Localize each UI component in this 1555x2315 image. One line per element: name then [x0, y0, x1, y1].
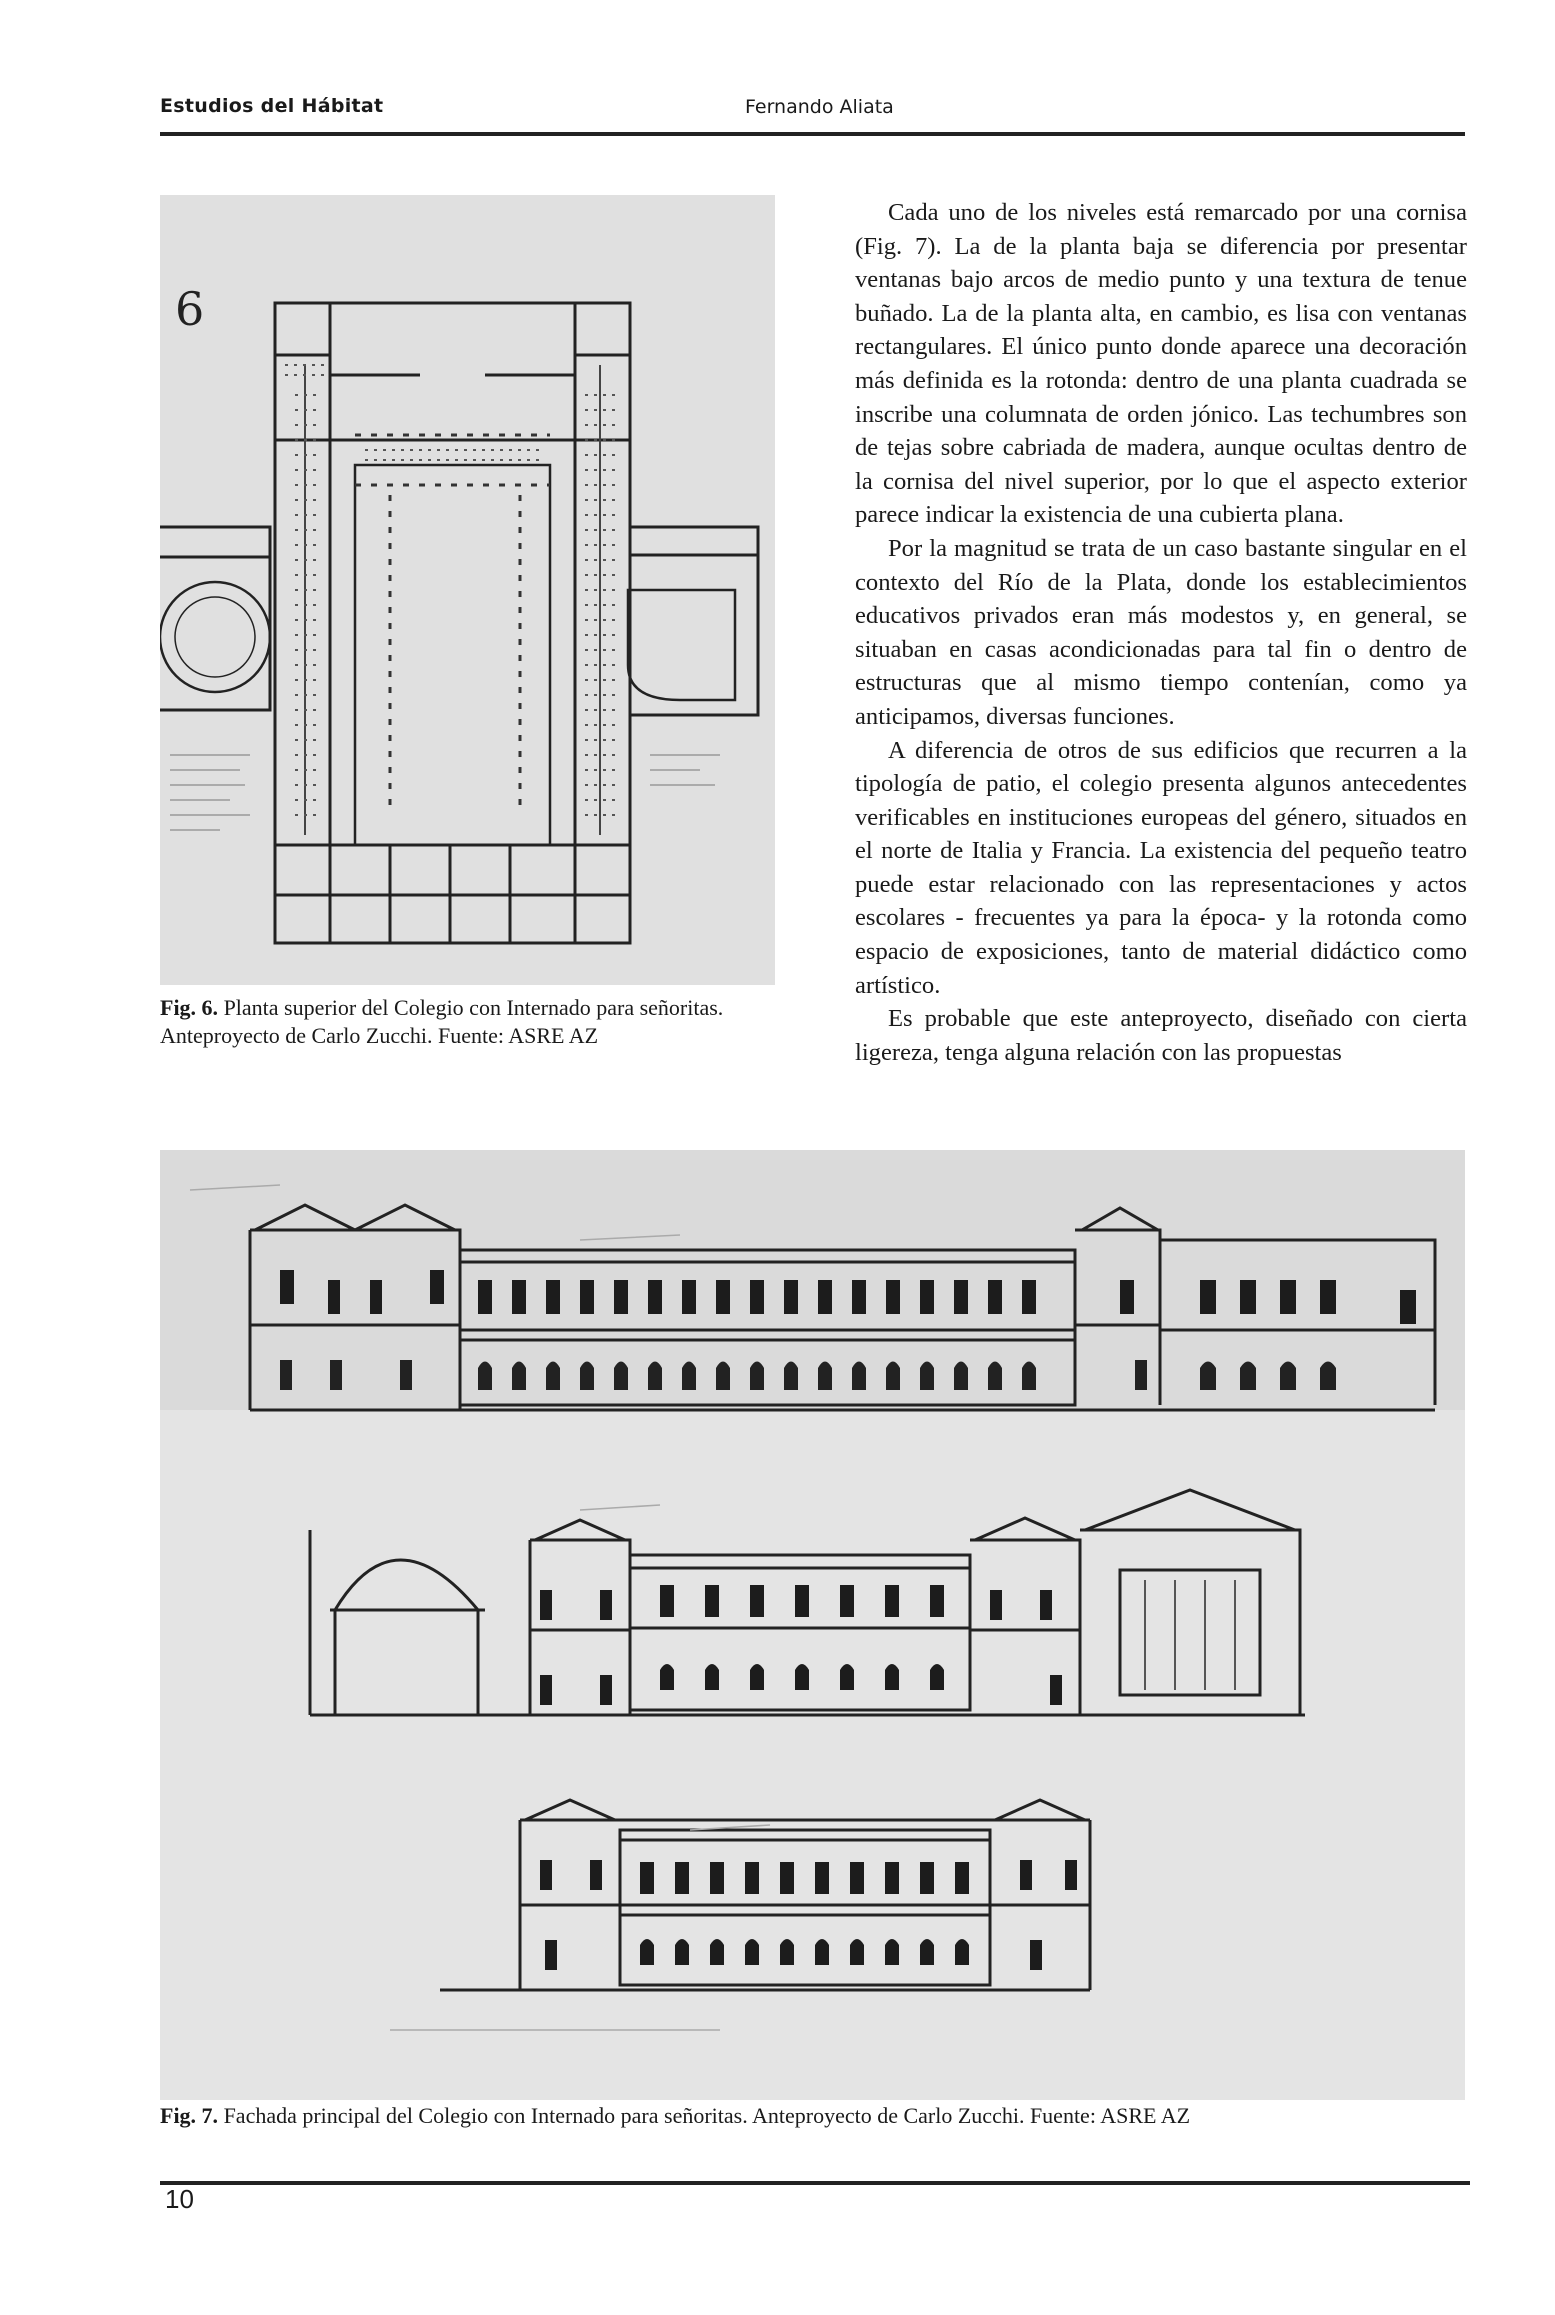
facade-drawing	[160, 1150, 1465, 2100]
paragraph-3: A diferencia de otros de sus edificios que recurren a la tipología de patio, el colegio presenta algunos antecedentes verificables en instituciones europeas del género, situados en el norte de Italia y Francia. La existencia del pequeño teatro puede estar relacionado con las representaciones y actos escolares - frecuentes ya para la época- y la rotonda como espacio de exposiciones, tanto de material didáctico como artístico.	[855, 736, 1467, 999]
figure-7-caption-label: Fig. 7.	[160, 2103, 219, 2128]
journal-title: Estudios del Hábitat	[160, 95, 384, 117]
figure-6-floor-plan	[160, 195, 775, 985]
paragraph-2: Por la magnitud se trata de un caso bastante singular en el contexto del Río de la Plata, donde los establecimientos educativos privados eran más modestos y, en general, se situaban en casas acondicionadas para tal fin o dentro de estructuras que al mismo tiempo contenían, como ya anticipamos, diversas funciones.	[855, 534, 1467, 730]
figure-7-facade-drawings	[160, 1150, 1465, 2100]
paragraph-1: Cada uno de los niveles está remarcado por una cornisa (Fig. 7). La de la planta baja se diferencia por presentar ventanas bajo arcos de medio punto y una textura de tenue buñado. La de la planta alta, en cambio, es lisa con ventanas rectangulares. El único punto donde aparece una decoración más definida es la rotonda: dentro de una planta cuadrada se inscribe una columnata de orden jónico. Las techumbres son de tejas sobre cabriada de madera, aunque ocultas dentro de la cornisa del nivel superior, por lo que el aspecto exterior parece indicar la existencia de una cubierta plana.	[855, 199, 1467, 529]
figure-number-mark: 6	[175, 282, 205, 336]
figure-6-caption	[160, 994, 800, 1050]
paragraph-4: Es probable que este anteproyecto, diseñado con cierta ligereza, tenga alguna relación con las propuestas	[855, 1005, 1467, 1066]
author-name: Fernando Aliata	[745, 96, 894, 118]
figure-7-caption-text: Fachada principal del Colegio con Internado para señoritas. Anteproyecto de Carlo Zucchi. Fuente: ASRE AZ	[223, 2103, 1191, 2128]
running-header	[160, 90, 1465, 135]
figure-7-caption	[160, 2102, 1490, 2130]
body-text-column	[855, 196, 1467, 1069]
figure-6-caption-label: Fig. 6.	[160, 995, 219, 1020]
header-rule	[160, 132, 1465, 136]
page-number: 10	[165, 2184, 194, 2214]
floor-plan-drawing	[160, 195, 775, 985]
figure-6-caption-text: Planta superior del Colegio con Internado para señoritas. Anteproyecto de Carlo Zucchi. Fuente: ASRE AZ	[160, 995, 724, 1048]
footer-rule	[160, 2181, 1470, 2185]
